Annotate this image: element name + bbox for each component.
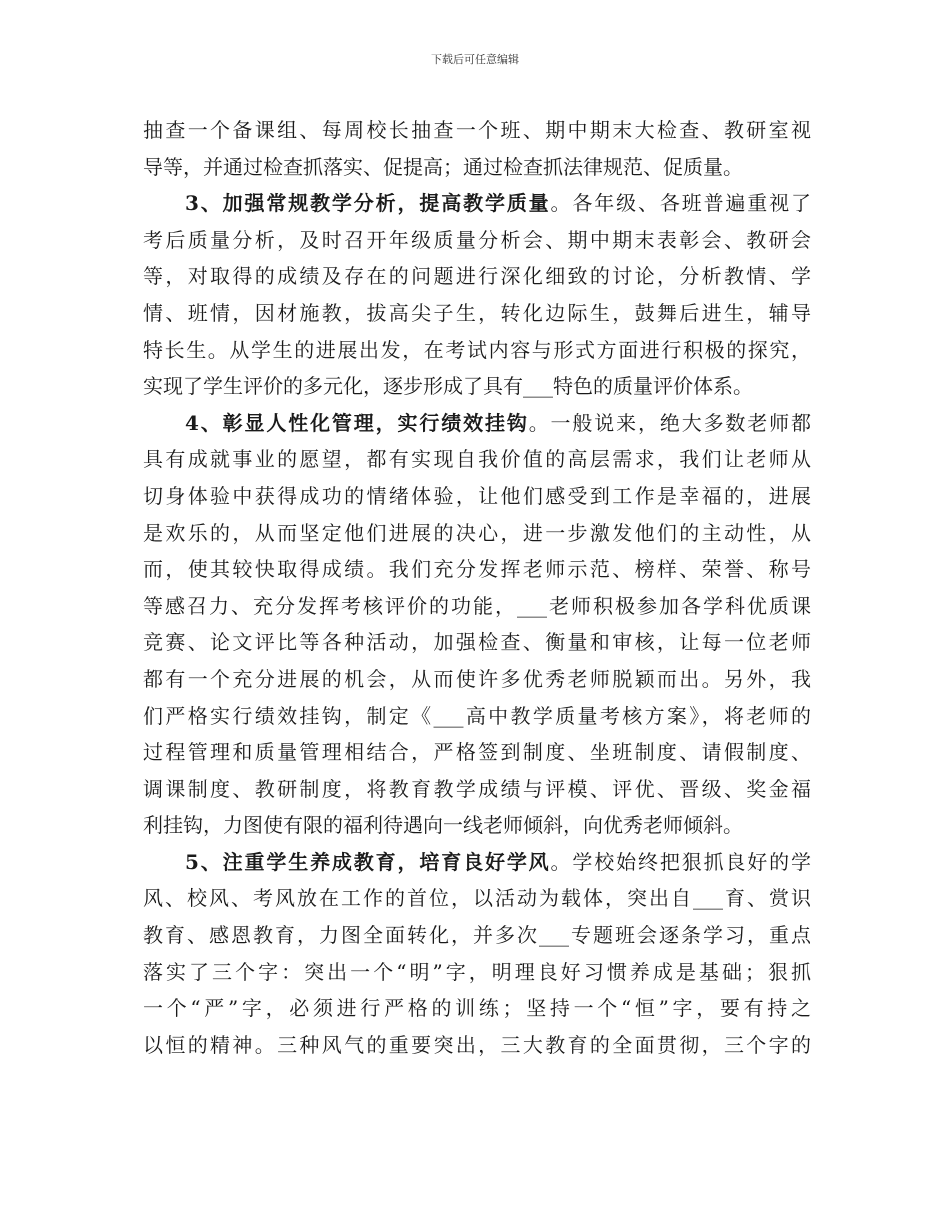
section-heading: 5、注重学生养成教育，培育良好学风	[185, 849, 551, 874]
section-heading-line: 5、注重学生养成教育，培育良好学风。学校始终把狠抓良好的学	[185, 849, 811, 874]
text-line: 情、班情，因材施教，拔高尖子生，转化边际生，鼓舞后进生，辅导	[143, 300, 811, 325]
text-line: 以恒的精神。三种风气的重要突出，三大教育的全面贯彻，三个字的	[143, 1032, 811, 1057]
section-heading-line: 4、彰显人性化管理，实行绩效挂钩。一般说来，绝大多数老师都	[185, 410, 811, 435]
text-line: 是欢乐的，从而坚定他们进展的决心，进一步激发他们的主动性，从	[143, 520, 811, 545]
text-line: 具有成就事业的愿望，都有实现自我价值的高层需求，我们让老师从	[143, 447, 811, 472]
text-line: 风、校风、考风放在工作的首位，以活动为载体，突出自___育、赏识	[143, 886, 811, 911]
section-heading: 4、彰显人性化管理，实行绩效挂钩	[185, 410, 529, 435]
text-line: 实现了学生评价的多元化，逐步形成了具有___特色的质量评价体系。	[143, 374, 753, 399]
text-line: 一个“严”字，必须进行严格的训练；坚持一个“恒”字，要有持之	[143, 996, 811, 1021]
text-line: 都有一个充分进展的机会，从而使许多优秀老师脱颖而出。另外，我	[143, 666, 811, 691]
text-line: 切身体验中获得成功的情绪体验，让他们感受到工作是幸福的，进展	[143, 483, 811, 508]
text-line: 等感召力、充分发挥考核评价的功能，___老师积极参加各学科优质课	[143, 593, 811, 618]
text-line: 落实了三个字：突出一个“明”字，明理良好习惯养成是基础；狠抓	[143, 959, 811, 984]
section-heading: 3、加强常规教学分析，提高教学质量	[185, 191, 551, 216]
text-line: 而，使其较快取得成绩。我们充分发挥老师示范、榜样、荣誉、称号	[143, 557, 811, 582]
text-line: 教育、感恩教育，力图全面转化，并多次___专题班会逐条学习，重点	[143, 923, 811, 948]
text-line: 特长生。从学生的进展出发，在考试内容与形式方面进行积极的探究，	[143, 337, 811, 362]
text-line: 抽查一个备课组、每周校长抽查一个班、期中期末大检查、教研室视	[143, 118, 811, 142]
text-line: 调课制度、教研制度，将教育教学成绩与评模、评优、晋级、奖金福	[143, 776, 811, 801]
text-line: 利挂钩，力图使有限的福利待遇向一线老师倾斜，向优秀老师倾斜。	[143, 813, 743, 838]
text-line: 等，对取得的成绩及存在的问题进行深化细致的讨论，分析教情、学	[143, 264, 811, 289]
page-header: 下载后可任意编辑	[431, 53, 519, 66]
text-line: 们严格实行绩效挂钩，制定《___高中教学质量考核方案》，将老师的	[143, 703, 811, 728]
text-line: 竞赛、论文评比等各种活动，加强检查、衡量和审核，让每一位老师	[143, 630, 811, 655]
text-line: 考后质量分析，及时召开年级质量分析会、期中期末表彰会、教研会	[143, 227, 811, 252]
text-line: 导等，并通过检查抓落实、促提高；通过检查抓法律规范、促质量。	[143, 154, 743, 179]
text-line: 过程管理和质量管理相结合，严格签到制度、坐班制度、请假制度、	[143, 740, 811, 765]
section-heading-line: 3、加强常规教学分析，提高教学质量。各年级、各班普遍重视了	[185, 191, 811, 216]
document-body	[143, 112, 811, 1063]
